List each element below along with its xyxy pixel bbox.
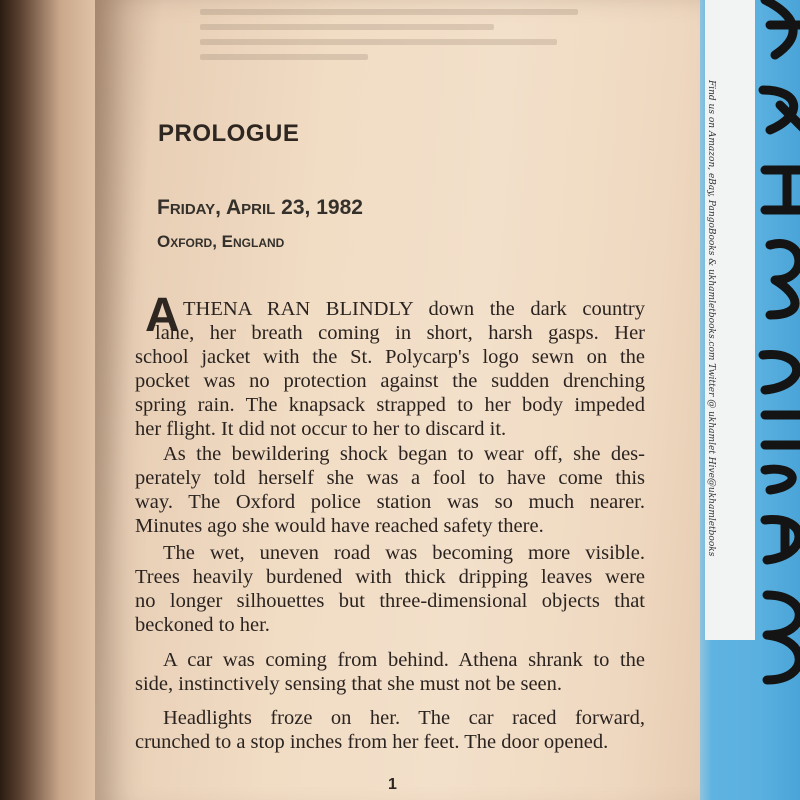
text-line: beckoned to her. (135, 614, 270, 636)
text-line: Headlights froze on her. The car raced forward, (163, 707, 645, 729)
text-line: The wet, uneven road was becoming more visible. (163, 542, 645, 564)
dateline-place: Oxford, England (157, 232, 285, 251)
paragraph-4 (135, 648, 645, 696)
text-line: way. The Oxford police station was so much nearer. (135, 491, 645, 513)
text-line: spring rain. The knapsack strapped to her body impeded (135, 394, 645, 416)
brand-logo (755, 0, 800, 715)
text-line: perately told herself she was a fool to have come this (135, 467, 645, 489)
text-line: Minutes ago she would have reached safety there. (135, 515, 544, 537)
text-line: no longer silhouettes but three-dimensional objects that (135, 590, 645, 612)
text-line: pocket was no protection against the sudden drenching (135, 370, 645, 392)
paragraph-2 (135, 442, 645, 538)
text-line: As the bewildering shock began to wear off, she des- (163, 443, 645, 465)
drop-cap: A (145, 289, 180, 342)
text-line: A car was coming from behind. Athena shrank to the (163, 649, 645, 671)
paragraph-1 (135, 297, 645, 441)
text-line: Trees heavily burdened with thick dripping leaves were (135, 566, 645, 588)
text-line: crunched to a stop inches from her feet. The door opened. (135, 731, 609, 753)
text-line: her flight. It did not occur to her to discard it. (135, 418, 507, 440)
page-number: 1 (388, 776, 397, 793)
text-line: THENA RAN BLINDLY down the dark country (183, 298, 645, 320)
text-line: side, instinctively sensing that she must not be seen. (135, 673, 563, 695)
text-line: lane, her breath coming in short, harsh gasps. Her (155, 322, 645, 344)
chapter-heading: PROLOGUE (158, 120, 300, 147)
paragraph-3 (135, 541, 645, 637)
cover-url-text (700, 80, 720, 680)
paragraph-5 (135, 706, 645, 754)
bleed-through-text (200, 0, 620, 90)
cover-url-label: Find us on Amazon, eBay, PangoBooks & ukhamletbooks.com Twitter @ ukhamlet Hive@ukhamletbooks (706, 80, 716, 557)
previous-page-edge (0, 0, 110, 800)
text-line: school jacket with the St. Polycarp's logo sewn on the (135, 346, 645, 368)
dateline-date: Friday, April 23, 1982 (157, 196, 363, 219)
